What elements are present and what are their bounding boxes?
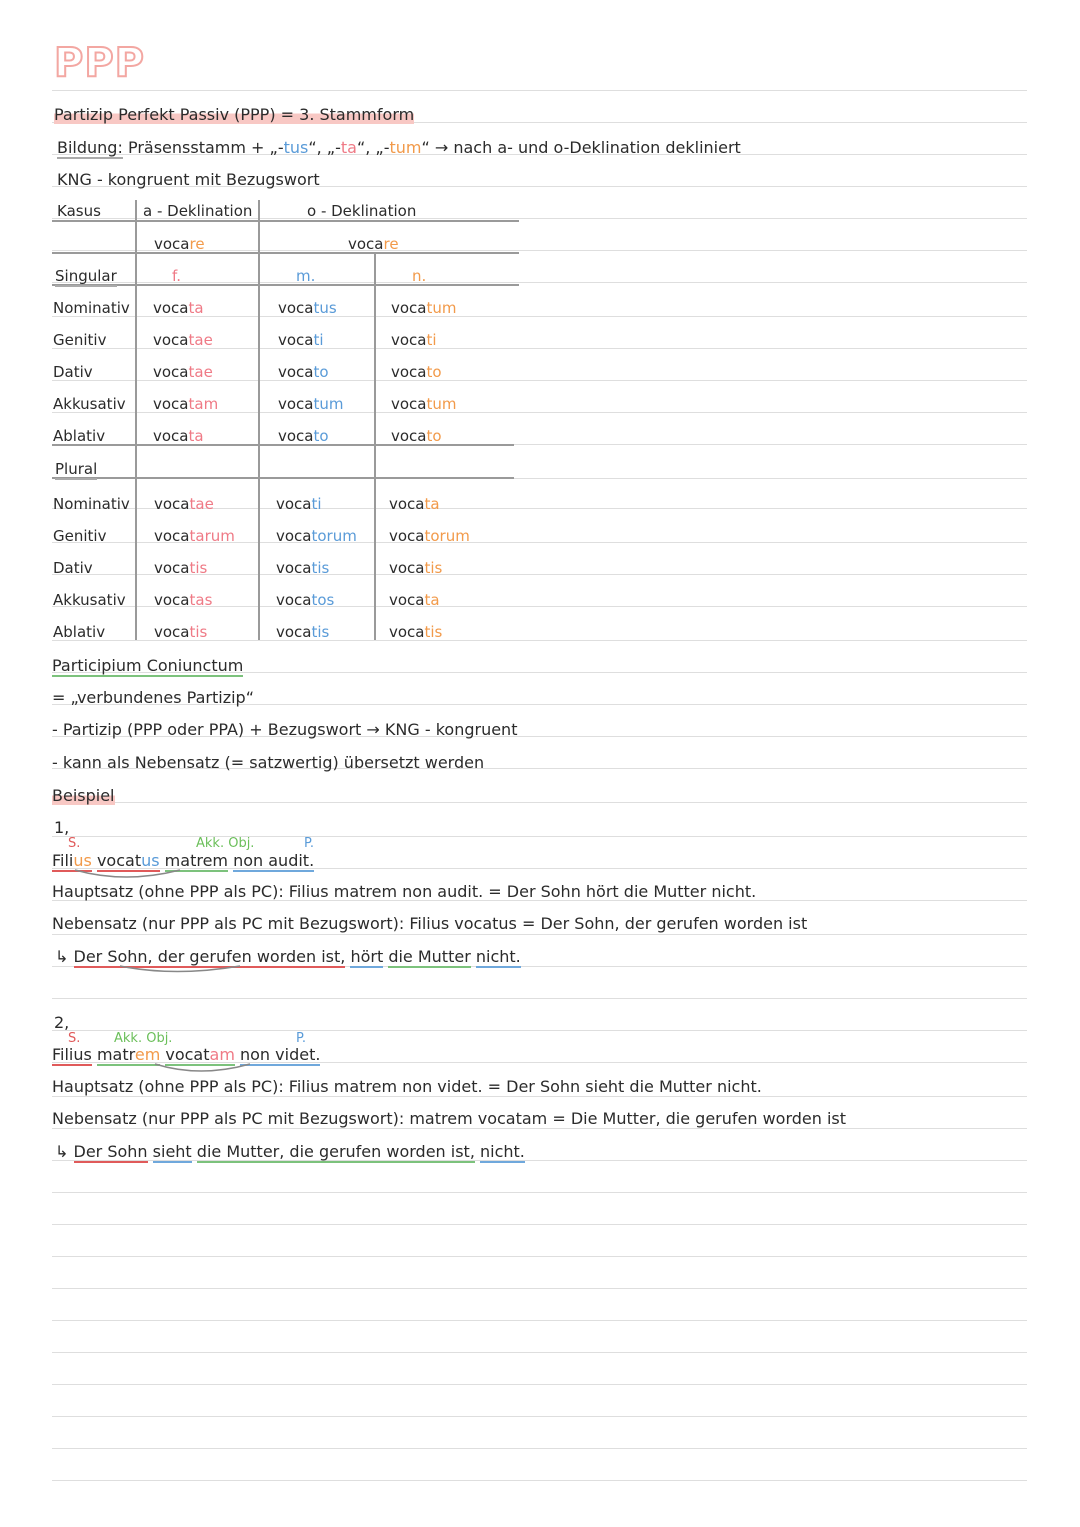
pc-line-1: = „verbundenes Partizip“: [52, 688, 254, 707]
ex2-link-arc: [150, 1060, 260, 1076]
case-label-ablativ: Ablativ: [53, 623, 106, 641]
table-divider: [374, 252, 376, 640]
ex1-word-matrem: matrem: [164, 851, 228, 870]
intro-line-1: [54, 105, 414, 124]
verb-vocare-o: vocare: [348, 235, 399, 253]
ex2-subject-label: S.: [68, 1031, 81, 1046]
ending-ta: ta: [340, 138, 357, 157]
ex2-word-matrem: matrem: [96, 1045, 161, 1064]
gender-m: m.: [296, 267, 316, 285]
ex2-word-predicate: non videt.: [240, 1045, 321, 1064]
plural-label: Plural: [55, 460, 98, 478]
ex2-result: ↳ Der Sohn sieht die Mutter, die gerufen worden ist, nicht.: [55, 1142, 525, 1161]
case-label-akkusativ: Akkusativ: [53, 591, 126, 609]
table-rule: [52, 220, 519, 222]
form-sg-rows-f-ablativ: vocata: [153, 427, 204, 445]
ruled-line: [52, 282, 1027, 283]
form-pl-rows-n-akkusativ: vocata: [389, 591, 440, 609]
ending-tum: tum: [389, 138, 422, 157]
form-sg-rows-m-akkusativ: vocatum: [278, 395, 344, 413]
ruled-line: [52, 1030, 1027, 1031]
beispiel-heading: Beispiel: [52, 786, 115, 805]
ex1-result: ↳ Der Sohn, der gerufen worden ist, hört die Mutter nicht.: [55, 947, 521, 966]
bildung-text-b: “ → nach a- und o-Deklination dekliniert: [421, 138, 741, 157]
pc-line-3: - kann als Nebensatz (= satzwertig) übersetzt werden: [52, 753, 485, 772]
form-pl-rows-f-genitiv: vocatarum: [154, 527, 235, 545]
header-kasus: Kasus: [57, 202, 101, 220]
ex1-word-filius: Filius: [52, 851, 92, 870]
ppp-definition: Partizip Perfekt Passiv (PPP) = 3. Stammform: [54, 105, 415, 124]
ruled-line: [52, 1480, 1027, 1481]
form-pl-rows-m-dativ: vocatis: [276, 559, 330, 577]
case-label-dativ: Dativ: [53, 363, 93, 381]
ruled-line: [52, 802, 1027, 803]
form-sg-rows-n-genitiv: vocati: [391, 331, 437, 349]
case-label-genitiv: Genitiv: [53, 527, 107, 545]
ex1-nebensatz: Nebensatz (nur PPP als PC mit Bezugswort): Filius vocatus = Der Sohn, der gerufen worden ist: [52, 914, 808, 933]
ruled-line: [52, 1288, 1027, 1289]
ruled-line: [52, 1096, 1027, 1097]
ruled-line: [52, 1256, 1027, 1257]
table-divider: [258, 200, 260, 640]
gender-f: f.: [172, 267, 181, 285]
ex1-link-arc: [70, 866, 190, 882]
ex1-hauptsatz: Hauptsatz (ohne PPP als PC): Filius matrem non audit. = Der Sohn hört die Mutter nicht.: [52, 882, 757, 901]
ending-tus: tus: [283, 138, 309, 157]
ex1-word-vocatus: vocatus: [96, 851, 160, 870]
table-rule: [52, 252, 519, 254]
form-pl-rows-f-ablativ: vocatis: [154, 623, 208, 641]
pc-line-2: - Partizip (PPP oder PPA) + Bezugswort → KNG - kongruent: [52, 720, 518, 739]
intro-line-2: [57, 138, 741, 157]
form-sg-rows-n-dativ: vocato: [391, 363, 442, 381]
case-label-genitiv: Genitiv: [53, 331, 107, 349]
ex2-nebensatz: Nebensatz (nur PPP als PC mit Bezugswort): matrem vocatam = Die Mutter, die gerufen worden ist: [52, 1109, 847, 1128]
form-sg-rows-m-genitiv: vocati: [278, 331, 324, 349]
form-pl-rows-m-genitiv: vocatorum: [276, 527, 357, 545]
form-pl-rows-n-dativ: vocatis: [389, 559, 443, 577]
ex2-hauptsatz: Hauptsatz (ohne PPP als PC): Filius matrem non videt. = Der Sohn sieht die Mutter nicht.: [52, 1077, 762, 1096]
intro-line-3: KNG - kongruent mit Bezugswort: [57, 170, 320, 189]
ruled-line: [52, 998, 1027, 999]
form-sg-rows-f-nominativ: vocata: [153, 299, 204, 317]
bildung-mid-2: “, „-: [356, 138, 390, 157]
form-sg-rows-n-nominativ: vocatum: [391, 299, 457, 317]
bildung-text-a: Präsensstamm + „-: [127, 138, 284, 157]
case-label-dativ: Dativ: [53, 559, 93, 577]
form-pl-rows-f-akkusativ: vocatas: [154, 591, 213, 609]
form-sg-rows-m-dativ: vocato: [278, 363, 329, 381]
case-label-nominativ: Nominativ: [53, 495, 130, 513]
form-pl-rows-n-genitiv: vocatorum: [389, 527, 470, 545]
form-sg-rows-m-ablativ: vocato: [278, 427, 329, 445]
ex1-word-predicate: non audit.: [233, 851, 315, 870]
table-rule: [52, 284, 519, 286]
form-sg-rows-n-akkusativ: vocatum: [391, 395, 457, 413]
ruled-line: [52, 934, 1027, 935]
table-divider: [135, 200, 137, 640]
ex1-predicate-label: P.: [304, 836, 314, 851]
ex1-subject-label: S.: [68, 836, 81, 851]
form-pl-rows-f-nominativ: vocatae: [154, 495, 214, 513]
bildung-mid-1: “, „-: [308, 138, 341, 157]
example-2-number: 2,: [54, 1013, 70, 1032]
form-pl-rows-m-ablativ: vocatis: [276, 623, 330, 641]
case-label-ablativ: Ablativ: [53, 427, 106, 445]
form-pl-rows-n-nominativ: vocata: [389, 495, 440, 513]
bildung-label: Bildung:: [57, 138, 123, 157]
arrow-icon: ↳: [55, 947, 69, 966]
ruled-line: [52, 1224, 1027, 1225]
header-a-declension: a - Deklination: [143, 202, 253, 220]
ruled-line: [52, 1352, 1027, 1353]
ex1-result-arc: [115, 963, 245, 977]
verb-vocare-a: vocare: [154, 235, 205, 253]
page-title: PPP: [54, 40, 145, 86]
example-1-number: 1,: [54, 818, 70, 837]
ex1-object-label: Akk. Obj.: [196, 836, 255, 851]
form-pl-rows-m-nominativ: vocati: [276, 495, 322, 513]
arrow-icon: ↳: [55, 1142, 69, 1161]
pc-heading: Participium Coniunctum: [52, 656, 244, 675]
ex2-word-vocatam: vocatam: [165, 1045, 235, 1064]
form-sg-rows-f-akkusativ: vocatam: [153, 395, 219, 413]
ruled-line: [52, 1416, 1027, 1417]
ruled-line: [52, 1320, 1027, 1321]
ex2-word-filius: Filius: [52, 1045, 92, 1064]
table-rule: [52, 477, 514, 479]
form-pl-rows-n-ablativ: vocatis: [389, 623, 443, 641]
ruled-line: [52, 1192, 1027, 1193]
form-pl-rows-f-dativ: vocatis: [154, 559, 208, 577]
ruled-line: [52, 1128, 1027, 1129]
ruled-line: [52, 1448, 1027, 1449]
ex2-object-label: Akk. Obj.: [114, 1031, 173, 1046]
ruled-line: [52, 1384, 1027, 1385]
header-o-declension: o - Deklination: [307, 202, 417, 220]
form-sg-rows-n-ablativ: vocato: [391, 427, 442, 445]
gender-n: n.: [412, 267, 427, 285]
case-label-akkusativ: Akkusativ: [53, 395, 126, 413]
ruled-line: [52, 90, 1027, 91]
ex2-predicate-label: P.: [296, 1031, 306, 1046]
form-sg-rows-m-nominativ: vocatus: [278, 299, 337, 317]
form-sg-rows-f-dativ: vocatae: [153, 363, 213, 381]
form-sg-rows-f-genitiv: vocatae: [153, 331, 213, 349]
form-pl-rows-m-akkusativ: vocatos: [276, 591, 335, 609]
case-label-nominativ: Nominativ: [53, 299, 130, 317]
singular-label: Singular: [55, 267, 117, 285]
